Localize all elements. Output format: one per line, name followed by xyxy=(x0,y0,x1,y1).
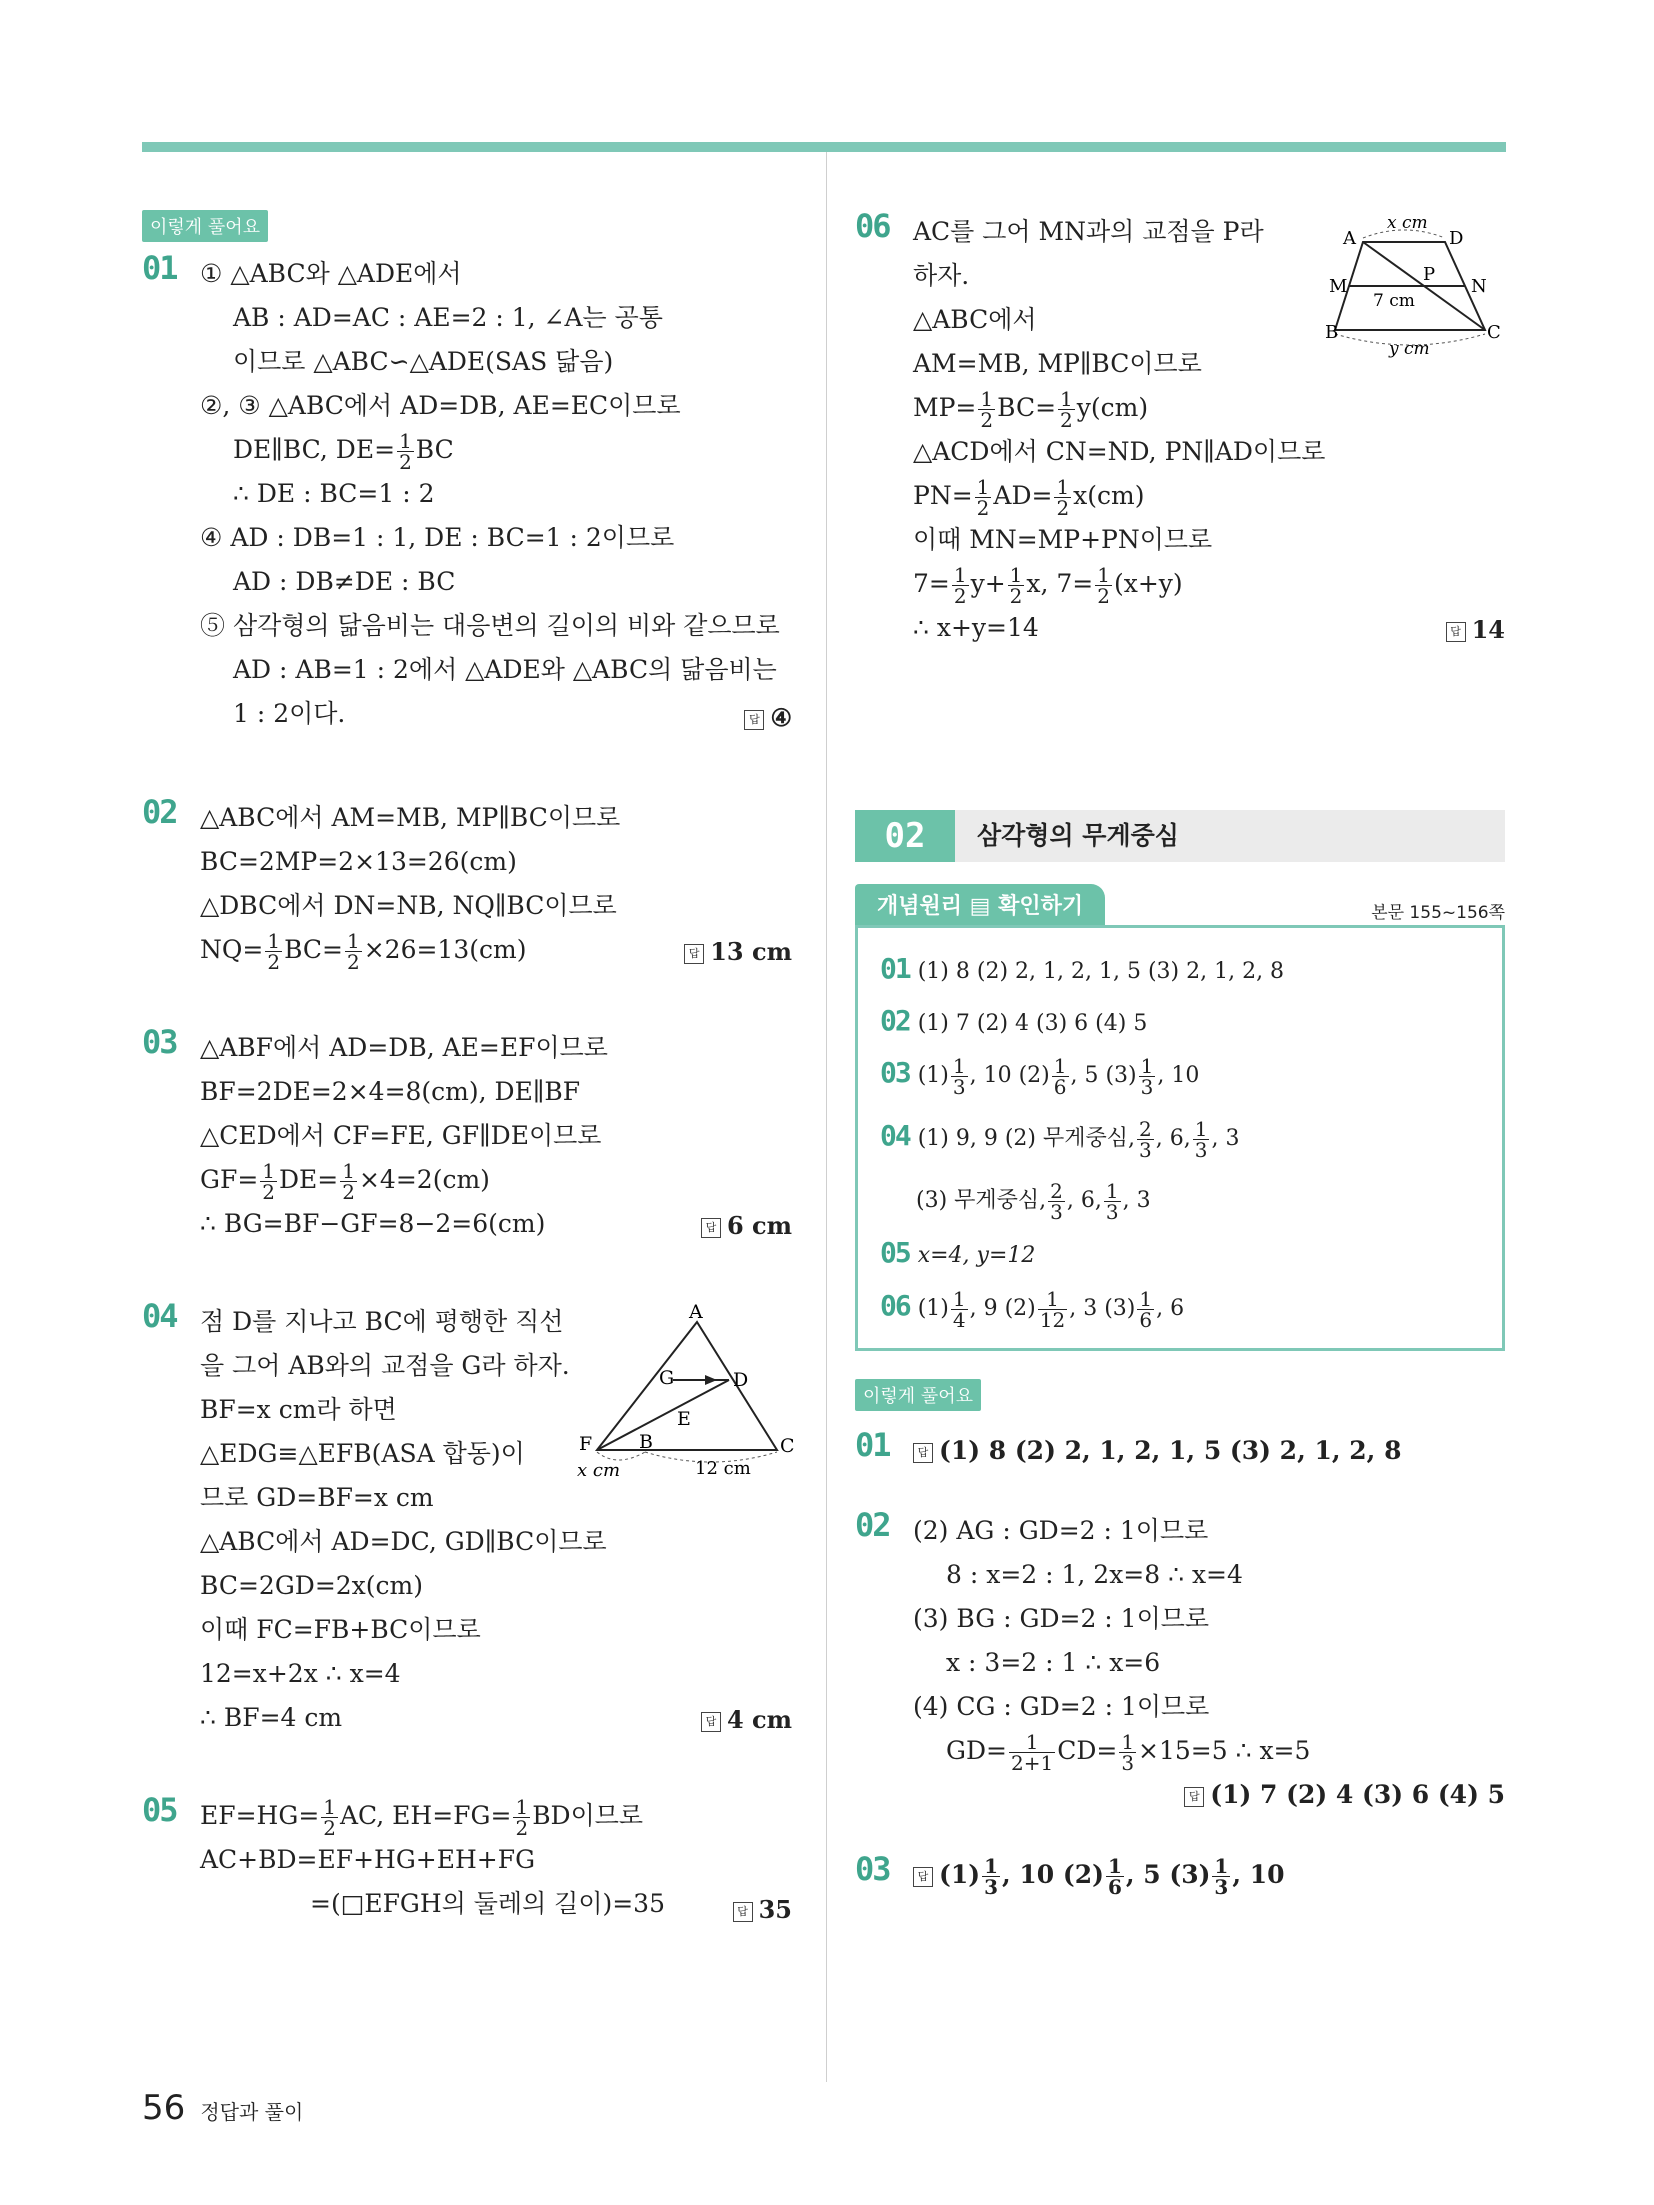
label-c: C xyxy=(780,1435,795,1457)
text-line: 7= $\frac{1}{2}$ y+ $\frac{1}{2}$ x, 7= $\frac{1}{2}$ (x+y) xyxy=(913,563,1183,608)
problem-number: 01 xyxy=(855,1426,890,1464)
text-line: 이때 MN=MP+PN이므로 xyxy=(913,525,1213,554)
text-line: BC=2MP=2×13=26(cm) xyxy=(200,847,517,876)
label-a: A xyxy=(1343,228,1356,249)
solution-02 xyxy=(855,1506,1505,1817)
triangle-figure xyxy=(577,1300,797,1500)
problem-02 xyxy=(142,793,792,974)
answer-mark: 답 14 xyxy=(1446,615,1505,644)
text-line: ① △ABC와 △ADE에서 xyxy=(200,259,462,288)
text-line: x : 3=2 : 1 ∴ x=6 xyxy=(946,1648,1161,1677)
text-line: DE∥BC, DE= $\frac{1}{2}$ BC xyxy=(233,429,454,474)
concept-line-05: 05 x=4, y=12 xyxy=(880,1236,1036,1269)
text-line: 므로 GD=BF=x cm xyxy=(200,1483,434,1512)
section-header xyxy=(855,810,1505,862)
text-line: △ABC에서 AM=MB, MP∥BC이므로 xyxy=(200,803,621,832)
arrow-mark xyxy=(705,1375,717,1385)
top-rule xyxy=(142,142,1506,152)
text-line: AM=MB, MP∥BC이므로 xyxy=(913,349,1202,378)
label-12cm: 12 cm xyxy=(695,1458,751,1479)
solution-tag: 이렇게 풀어요 xyxy=(142,210,268,242)
text-line: GF= $\frac{1}{2}$ DE= $\frac{1}{2}$ ×4=2(cm) xyxy=(200,1159,490,1204)
section-number: 02 xyxy=(855,810,955,862)
concept-line-04: 04 (1) 9, 9 (2) 무게중심, $\frac{2}{3}$ , 6, $\frac{1}{3}$ , 3 xyxy=(880,1116,1240,1162)
text-line: 하자. xyxy=(913,261,970,290)
concept-tab: 개념원리 ▤ 확인하기 xyxy=(855,884,1105,925)
left-column xyxy=(142,210,795,1926)
problem-06 xyxy=(855,207,1505,650)
label-d: D xyxy=(733,1369,749,1391)
text-line: 이때 FC=FB+BC이므로 xyxy=(200,1615,481,1644)
text-line: ②, ③ △ABC에서 AD=DB, AE=EC이므로 xyxy=(200,391,681,420)
page-reference: 본문 155~156쪽 xyxy=(1371,903,1505,923)
text-line: BC=2GD=2x(cm) xyxy=(200,1571,423,1600)
concept-box xyxy=(855,925,1505,1351)
text-line: △ACD에서 CN=ND, PN∥AD이므로 xyxy=(913,437,1326,466)
text-line: AC+BD=EF+HG+EH+FG xyxy=(200,1845,536,1874)
section-title: 삼각형의 무게중심 xyxy=(977,821,1179,850)
concept-box-wrap xyxy=(855,884,1505,1351)
text-line: 이므로 △ABC∽△ADE(SAS 닮음) xyxy=(233,347,614,376)
concept-line-02: 02 (1) 7 (2) 4 (3) 6 (4) 5 xyxy=(880,1004,1148,1037)
text-line: 을 그어 AB와의 교점을 G라 하자. xyxy=(200,1351,570,1380)
label-d: D xyxy=(1449,228,1464,249)
text-line: (4) CG : GD=2 : 1이므로 xyxy=(913,1692,1210,1721)
answer-mark: 답 6 cm xyxy=(701,1211,792,1240)
label-b: B xyxy=(639,1431,653,1453)
text-line: BF=2DE=2×4=8(cm), DE∥BF xyxy=(200,1077,581,1106)
label-xcm: x cm xyxy=(1387,213,1428,233)
concept-line-06: 06 (1) $\frac{1}{4}$ , 9 (2) $\frac{1}{12}$ , 3 (3) $\frac{1}{6}$ , 6 xyxy=(880,1286,1185,1332)
text-line: ∴ BG=BF−GF=8−2=6(cm) xyxy=(200,1209,546,1238)
label-c: C xyxy=(1487,322,1501,343)
problem-03 xyxy=(142,1023,792,1246)
fraction: $\frac{1}{2}$ xyxy=(399,429,412,474)
label-p: P xyxy=(1423,264,1436,285)
label-a: A xyxy=(689,1301,703,1323)
text-line: BF=x cm라 하면 xyxy=(200,1395,397,1424)
footer-label: 정답과 풀이 xyxy=(200,2100,304,2124)
problem-number: 03 xyxy=(855,1850,890,1888)
problem-number: 02 xyxy=(855,1506,890,1544)
solution-01 xyxy=(855,1426,1505,1473)
label-b: B xyxy=(1325,322,1339,343)
text-line: ∴ BF=4 cm xyxy=(200,1703,343,1732)
text-line: △ABF에서 AD=DB, AE=EF이므로 xyxy=(200,1033,608,1062)
concept-line-03: 03 (1) $\frac{1}{3}$ , 10 (2) $\frac{1}{6}$ , 5 (3) $\frac{1}{3}$ , 10 xyxy=(880,1053,1200,1099)
label-g: G xyxy=(659,1367,675,1389)
text-line: ∴ x+y=14 xyxy=(913,613,1039,642)
problem-number: 05 xyxy=(142,1791,177,1829)
dim-x xyxy=(597,1452,645,1460)
problem-number: 01 xyxy=(142,249,177,287)
label-ycm: y cm xyxy=(1389,339,1430,359)
solution-tag-2: 이렇게 풀어요 xyxy=(855,1379,981,1411)
text-line: PN= $\frac{1}{2}$ AD= $\frac{1}{2}$ x(cm) xyxy=(913,475,1145,520)
text-line: AB : AD=AC : AE=2 : 1, ∠A는 공통 xyxy=(233,303,663,332)
text-line: GD= $\frac{1}{2+1}$ CD= $\frac{1}{3}$ ×15=5 ∴ x=5 xyxy=(946,1730,1311,1775)
text-line: MP= $\frac{1}{2}$ BC= $\frac{1}{2}$ y(cm) xyxy=(913,387,1149,432)
trapezoid-figure xyxy=(1325,210,1505,360)
answer-mark: 답 35 xyxy=(733,1895,792,1924)
text-line: AC를 그어 MN과의 교점을 P라 xyxy=(913,217,1264,246)
text-line: (3) BG : GD=2 : 1이므로 xyxy=(913,1604,1210,1633)
text-line: ⑤ 삼각형의 닮음비는 대응변의 길이의 비와 같으므로 xyxy=(200,611,780,640)
label-n: N xyxy=(1471,276,1487,297)
label-xcm: x cm xyxy=(577,1460,621,1481)
triangle-abc xyxy=(597,1322,777,1450)
text-line: △DBC에서 DN=NB, NQ∥BC이므로 xyxy=(200,891,617,920)
text-line: 8 : x=2 : 1, 2x=8 ∴ x=4 xyxy=(946,1560,1243,1589)
answer-mark: 답 ④ xyxy=(744,703,792,732)
line-fd xyxy=(597,1380,729,1450)
column-divider xyxy=(826,152,827,2082)
answer-mark: 답 13 cm xyxy=(684,937,792,966)
text-line: AD : DB≠DE : BC xyxy=(233,567,456,596)
label-f: F xyxy=(579,1433,593,1455)
label-e: E xyxy=(677,1408,691,1430)
text-line: 12=x+2x ∴ x=4 xyxy=(200,1659,401,1688)
problem-05 xyxy=(142,1791,792,1926)
page-number: 56 xyxy=(142,2088,186,2128)
problem-number: 06 xyxy=(855,207,890,245)
problem-number: 02 xyxy=(142,793,177,831)
text-line: =(□EFGH의 둘레의 길이)=35 xyxy=(310,1889,665,1918)
text-line: 답 (1) $\frac{1}{3}$ , 10 (2) $\frac{1}{6}$ , 5 (3) $\frac{1}{3}$ , 10 xyxy=(913,1853,1505,1897)
solution-03 xyxy=(855,1850,1505,1899)
text-line: ④ AD : DB=1 : 1, DE : BC=1 : 2이므로 xyxy=(200,523,675,552)
text-line: EF=HG= $\frac{1}{2}$ AC, EH=FG= $\frac{1}{2}$ BD이므로 xyxy=(200,1795,644,1840)
text-line: 1 : 2이다. xyxy=(233,699,346,728)
label-7cm: 7 cm xyxy=(1373,291,1415,311)
text-line: △ABC에서 AD=DC, GD∥BC이므로 xyxy=(200,1527,607,1556)
text-line: 점 D를 지나고 BC에 평행한 직선 xyxy=(200,1307,564,1336)
page-footer xyxy=(142,2088,303,2128)
problem-number: 04 xyxy=(142,1297,177,1335)
concept-line-01: 01 (1) 8 (2) 2, 1, 2, 1, 5 (3) 2, 1, 2, 8 xyxy=(880,952,1285,985)
text-line: △EDG≡△EFB(ASA 합동)이 xyxy=(200,1439,525,1468)
label-m: M xyxy=(1329,276,1348,297)
answer-mark: 답 4 cm xyxy=(701,1705,792,1734)
problem-number: 03 xyxy=(142,1023,177,1061)
answer-mark: 답 (1) 7 (2) 4 (3) 6 (4) 5 xyxy=(913,1773,1505,1817)
text-line: (2) AG : GD=2 : 1이므로 xyxy=(913,1516,1209,1545)
text-line: △ABC에서 xyxy=(913,305,1037,334)
right-column xyxy=(855,207,1505,1899)
text-line: ∴ DE : BC=1 : 2 xyxy=(233,479,435,508)
text-line: △CED에서 CF=FE, GF∥DE이므로 xyxy=(200,1121,602,1150)
concept-line-04b: (3) 무게중심, $\frac{2}{3}$ , 6, $\frac{1}{3}$ , 3 xyxy=(916,1178,1151,1224)
text-line: 답 (1) 8 (2) 2, 1, 2, 1, 5 (3) 2, 1, 2, 8 xyxy=(913,1429,1505,1473)
problem-01 xyxy=(142,249,792,736)
text-line: NQ= $\frac{1}{2}$ BC= $\frac{1}{2}$ ×26=13(cm) xyxy=(200,929,527,974)
text-line: AD : AB=1 : 2에서 △ADE와 △ABC의 닮음비는 xyxy=(233,655,777,684)
problem-04 xyxy=(142,1297,795,1740)
